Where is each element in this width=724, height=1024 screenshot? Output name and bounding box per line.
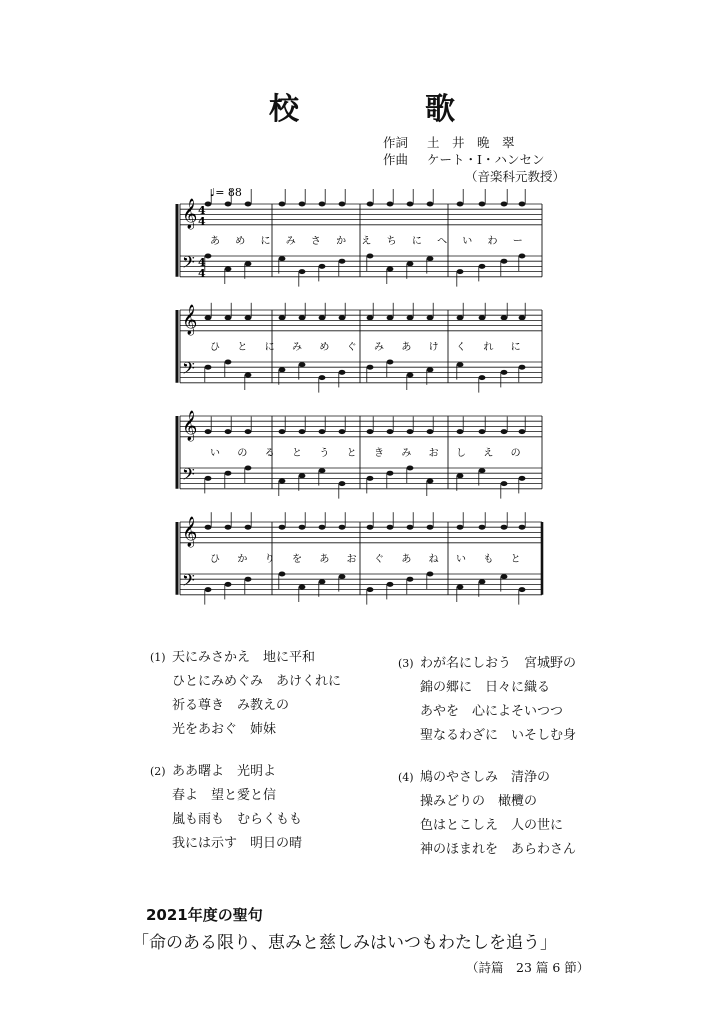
verse-line: [150, 760, 302, 784]
lyric-syllable: ち: [386, 236, 397, 247]
lyric-syllable: い: [456, 554, 466, 565]
lyric-syllable: ー: [512, 236, 523, 247]
note-head: [501, 370, 508, 375]
lyric-syllable: の: [237, 448, 248, 459]
note-head: [339, 370, 346, 375]
verse-3: [398, 652, 576, 748]
lyric-syllable: ね: [428, 554, 439, 565]
note-head: [319, 468, 326, 473]
verse-line: ひとにみめぐみ あけくれに: [172, 674, 342, 689]
lyric-syllable: ひ: [210, 554, 220, 565]
lyric-syllable: あ: [210, 236, 220, 247]
lyric-syllable: へ: [437, 236, 448, 247]
lyric-syllable: を: [292, 554, 302, 565]
note-head: [387, 202, 394, 207]
lyric-syllable: え: [361, 236, 372, 247]
time-signature-bottom: 4: [198, 215, 206, 228]
tempo-marking: ♩= 88: [210, 186, 242, 199]
verse-line: [398, 652, 576, 676]
lyric-syllable: み: [285, 236, 296, 247]
note-head: [245, 577, 252, 582]
note-head: [407, 429, 414, 434]
note-head: [501, 525, 508, 530]
lyric-syllable: お: [346, 554, 357, 565]
lyric-syllable: も: [483, 554, 494, 565]
note-head: [225, 582, 232, 587]
lyric-syllable: と: [510, 554, 521, 565]
note-head: [279, 479, 286, 484]
note-head: [367, 315, 374, 320]
lyric-syllable: ぐ: [374, 554, 384, 565]
lyric-syllable: と: [237, 342, 248, 353]
note-head: [245, 315, 252, 320]
lyric-syllable: え: [483, 448, 494, 459]
lyricist-credit: [383, 134, 565, 151]
lyric-syllable: さ: [310, 236, 321, 247]
verse-line: あやを 心によそいつつ: [420, 704, 564, 719]
composer-note: （音楽科元教授）: [465, 169, 566, 184]
note-head: [479, 429, 486, 434]
verse-1: [150, 646, 341, 742]
verse-text: わが名にしおう 宮城野の: [420, 656, 577, 671]
lyric-syllable: あ: [401, 554, 412, 565]
note-head: [299, 269, 306, 274]
note-head: [501, 315, 508, 320]
treble-clef: 𝄞: [182, 199, 198, 229]
lyric-syllable: み: [401, 448, 412, 459]
composer-role: 作曲: [383, 152, 409, 167]
note-head: [299, 315, 306, 320]
note-head: [339, 525, 346, 530]
note-head: [319, 525, 326, 530]
note-head: [427, 367, 434, 372]
note-head: [519, 365, 526, 370]
note-head: [519, 429, 526, 434]
note-head: [387, 582, 394, 587]
note-head: [245, 466, 252, 471]
note-head: [339, 574, 346, 579]
note-head: [519, 525, 526, 530]
note-head: [319, 375, 326, 380]
note-head: [225, 360, 232, 365]
note-head: [339, 429, 346, 434]
lyric-syllable: う: [319, 448, 330, 459]
verse-line: [398, 766, 576, 790]
verse-line: 色はとこしえ 人の世に: [420, 818, 564, 833]
note-head: [245, 429, 252, 434]
lyric-syllable: の: [510, 448, 521, 459]
note-head: [427, 429, 434, 434]
verse-text: 天にみさかえ 地に平和: [172, 650, 316, 665]
verse-line: 嵐も雨も むらくもも: [172, 812, 303, 827]
note-head: [519, 476, 526, 481]
treble-clef: 𝄞: [182, 517, 198, 547]
time-signature-bottom: 4: [198, 267, 206, 280]
lyric-syllable: と: [346, 448, 357, 459]
lyric-syllable: し: [456, 448, 466, 459]
lyric-syllable: に: [411, 236, 422, 247]
note-head: [299, 429, 306, 434]
note-head: [225, 202, 232, 207]
note-head: [367, 587, 374, 592]
lyric-syllable: き: [374, 448, 384, 459]
verse-line: 春よ 望と愛と信: [172, 788, 277, 803]
note-head: [225, 471, 232, 476]
note-head: [519, 315, 526, 320]
lyric-syllable: に: [264, 342, 275, 353]
note-head: [299, 362, 306, 367]
note-head: [225, 429, 232, 434]
note-head: [245, 202, 252, 207]
lyric-syllable: る: [264, 448, 275, 459]
note-head: [519, 254, 526, 259]
note-head: [407, 202, 414, 207]
verse-text: ああ曙よ 光明よ: [172, 764, 277, 779]
bass-clef: 𝄢: [182, 252, 195, 276]
verse-number: (3): [398, 657, 414, 670]
page-title: 校 歌: [269, 92, 503, 127]
note-head: [479, 525, 486, 530]
verse-2: [150, 760, 302, 856]
note-head: [319, 264, 326, 269]
verse-line: 光をあおぐ 姉妹: [172, 722, 277, 737]
note-head: [339, 481, 346, 486]
note-head: [367, 254, 374, 259]
verse-number: (1): [150, 651, 166, 664]
note-head: [339, 202, 346, 207]
bass-clef: 𝄢: [182, 464, 195, 488]
note-head: [299, 473, 306, 478]
note-head: [245, 373, 252, 378]
note-head: [279, 525, 286, 530]
lyric-syllable: わ: [487, 236, 498, 247]
note-head: [501, 259, 508, 264]
note-head: [205, 525, 212, 530]
note-head: [387, 471, 394, 476]
lyric-syllable: あ: [319, 554, 330, 565]
note-head: [205, 587, 212, 592]
note-head: [367, 476, 374, 481]
note-head: [427, 202, 434, 207]
verse-number: (4): [398, 771, 414, 784]
note-head: [245, 261, 252, 266]
lyric-syllable: れ: [483, 342, 494, 353]
note-head: [319, 315, 326, 320]
note-head: [519, 587, 526, 592]
note-head: [205, 315, 212, 320]
lyric-syllable: お: [428, 448, 439, 459]
note-head: [279, 202, 286, 207]
note-head: [479, 468, 486, 473]
verse-line: 神のほまれを あらわさん: [420, 842, 577, 857]
note-head: [457, 585, 464, 590]
note-head: [387, 315, 394, 320]
note-head: [427, 315, 434, 320]
note-head: [407, 577, 414, 582]
verse-number: (2): [150, 765, 166, 778]
lyric-syllable: く: [456, 342, 466, 353]
verse-line: 錦の郷に 日々に織る: [420, 680, 551, 695]
note-head: [407, 525, 414, 530]
note-head: [457, 473, 464, 478]
music-score: [170, 182, 550, 614]
note-head: [479, 579, 486, 584]
note-head: [299, 202, 306, 207]
note-head: [501, 202, 508, 207]
note-head: [427, 572, 434, 577]
composer-name: ケート・I・ハンセン: [427, 152, 545, 167]
lyric-syllable: み: [292, 342, 302, 353]
note-head: [367, 202, 374, 207]
note-head: [457, 315, 464, 320]
lyric-syllable: か: [336, 236, 347, 247]
note-head: [407, 315, 414, 320]
note-head: [501, 429, 508, 434]
composer-credit: [383, 151, 565, 168]
bass-clef: 𝄢: [182, 570, 195, 594]
note-head: [427, 525, 434, 530]
note-head: [407, 466, 414, 471]
verse-text: 鳩のやさしみ 清浄の: [420, 770, 551, 785]
lyric-syllable: い: [462, 236, 473, 247]
treble-clef: 𝄞: [182, 305, 198, 335]
note-head: [479, 202, 486, 207]
treble-clef: 𝄞: [182, 411, 198, 441]
lyric-syllable: に: [510, 342, 521, 353]
verse-line: 我には示す 明日の晴: [172, 836, 303, 851]
lyric-syllable: あ: [401, 342, 412, 353]
note-head: [279, 315, 286, 320]
note-head: [407, 373, 414, 378]
verse-line: [150, 646, 341, 670]
note-head: [225, 267, 232, 272]
note-head: [279, 367, 286, 372]
note-head: [501, 574, 508, 579]
note-head: [501, 481, 508, 486]
lyricist-name: 土 井 晩 翠: [427, 135, 515, 150]
note-head: [387, 429, 394, 434]
lyric-syllable: ひ: [210, 342, 220, 353]
lyric-syllable: に: [260, 236, 271, 247]
note-head: [279, 429, 286, 434]
note-head: [245, 525, 252, 530]
note-head: [479, 315, 486, 320]
bible-verse-reference: （詩篇 23 篇 6 節）: [466, 960, 590, 975]
note-head: [457, 525, 464, 530]
note-head: [367, 525, 374, 530]
song-credits: [383, 134, 565, 185]
note-head: [387, 525, 394, 530]
lyric-syllable: か: [237, 554, 248, 565]
note-head: [299, 525, 306, 530]
lyric-syllable: み: [374, 342, 384, 353]
note-head: [319, 579, 326, 584]
note-head: [205, 429, 212, 434]
note-head: [279, 572, 286, 577]
note-head: [479, 375, 486, 380]
note-head: [205, 365, 212, 370]
note-head: [479, 264, 486, 269]
note-head: [457, 429, 464, 434]
lyricist-role: 作詞: [383, 135, 409, 150]
note-head: [205, 476, 212, 481]
note-head: [427, 256, 434, 261]
lyric-syllable: い: [210, 448, 220, 459]
note-head: [225, 525, 232, 530]
time-signature-top: 4: [198, 256, 206, 269]
note-head: [457, 362, 464, 367]
note-head: [339, 259, 346, 264]
note-head: [279, 256, 286, 261]
verse-line: 祈る尊き み教えの: [172, 698, 290, 713]
note-head: [367, 429, 374, 434]
note-head: [387, 267, 394, 272]
lyric-syllable: り: [264, 554, 275, 565]
note-head: [225, 315, 232, 320]
note-head: [299, 585, 306, 590]
note-head: [387, 360, 394, 365]
lyric-syllable: け: [428, 342, 439, 353]
lyric-syllable: ぐ: [346, 342, 357, 353]
lyric-syllable: と: [292, 448, 302, 459]
verse-line: 聖なるわざに いそしむ身: [420, 728, 577, 743]
note-head: [319, 202, 326, 207]
bass-clef: 𝄢: [182, 358, 195, 382]
time-signature-top: 4: [198, 204, 206, 217]
note-head: [457, 202, 464, 207]
lyric-syllable: め: [235, 236, 246, 247]
verse-4: [398, 766, 576, 862]
note-head: [457, 269, 464, 274]
note-head: [427, 479, 434, 484]
note-head: [407, 261, 414, 266]
verse-line: 操みどりの 橄欖の: [420, 794, 538, 809]
note-head: [319, 429, 326, 434]
lyric-syllable: め: [319, 342, 330, 353]
note-head: [519, 202, 526, 207]
note-head: [367, 365, 374, 370]
bible-verse-text: 「命のある限り、恵みと慈しみはいつもわたしを追う」: [132, 933, 557, 953]
note-head: [339, 315, 346, 320]
sheet-music-image: [170, 182, 550, 614]
bible-verse-heading: 2021年度の聖句: [146, 906, 263, 924]
